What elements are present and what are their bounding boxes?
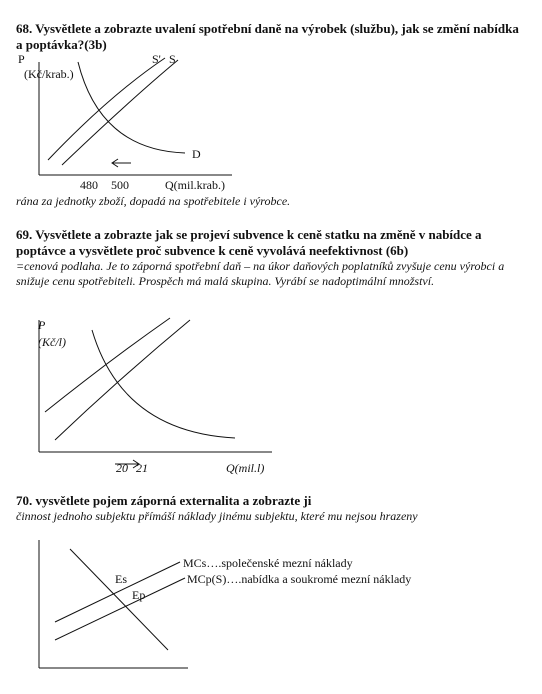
q70-private-cost-label: MCp(S)….nabídka a soukromé mezní náklady — [187, 572, 412, 586]
q69-demand-curve — [92, 330, 235, 438]
q70-graph — [39, 540, 188, 668]
q70-answer: činnost jednoho subjektu přímáší náklady jinému subjektu, které mu nejsou hrazeny — [16, 509, 418, 523]
q69-subsidy-supply-curve — [55, 320, 190, 440]
q70-social-cost-label: MCs….společenské mezní náklady — [183, 556, 353, 570]
q69-title: 69. Vysvětlete a zobrazte jak se projeví subvence k ceně statku na změně v nabídce a poptávce a vysvětlete proč subvence k ceně vyvolává neefektivnost (6b) — [16, 227, 482, 258]
q68-supply-curve — [62, 60, 178, 165]
q69-supply-curve — [45, 318, 170, 412]
q68-title: 68. Vysvětlete a zobrazte uvalení spotřební daně na výrobek (službu), jak se změní nabídka a poptávka?(3b) — [16, 21, 519, 52]
q69-answer: =cenová podlaha. Je to záporná spotřební daň – na úkor daňových poplatníků zvyšuje cenu výrobci a snižuje cenu spotřebiteli. Prospěch má malá skupina. Vyrábí se nadoptimální množství. — [16, 259, 505, 288]
q70-demand-line — [70, 549, 168, 650]
q70-title: 70. vysvětlete pojem záporná externalita a zobrazte ji — [16, 493, 312, 508]
q69-graph — [39, 318, 272, 468]
q68-x-tick-480: 480 — [80, 178, 98, 192]
q68-x-tick-500: 500 — [111, 178, 129, 192]
q68-answer: ránа za jednotky zboží, dopadá na spotřebitele i výrobce. — [16, 194, 291, 208]
q68-demand-label: D — [192, 147, 201, 161]
q69-y-unit: (Kč/l) — [38, 335, 66, 349]
q68-x-label: Q(mil.krab.) — [165, 178, 225, 192]
q69-y-label: P — [38, 318, 46, 332]
q68-y-unit: (Kč/krab.) — [24, 67, 74, 81]
q70-social-cost-line — [55, 562, 180, 622]
q69-x-tick-21: 21 — [136, 461, 148, 475]
q68-supply-shifted-label: S' — [152, 52, 161, 66]
q69-x-tick-20: 20 — [116, 461, 128, 475]
q68-supply-label: S — [169, 52, 176, 66]
q70-ep-label: Ep — [132, 588, 146, 602]
q70-private-cost-line — [55, 578, 185, 640]
q68-y-label: P — [18, 52, 25, 66]
q70-es-label: Es — [115, 572, 127, 586]
q68-demand-curve — [78, 62, 185, 153]
q69-x-label: Q(mil.l) — [226, 461, 265, 475]
